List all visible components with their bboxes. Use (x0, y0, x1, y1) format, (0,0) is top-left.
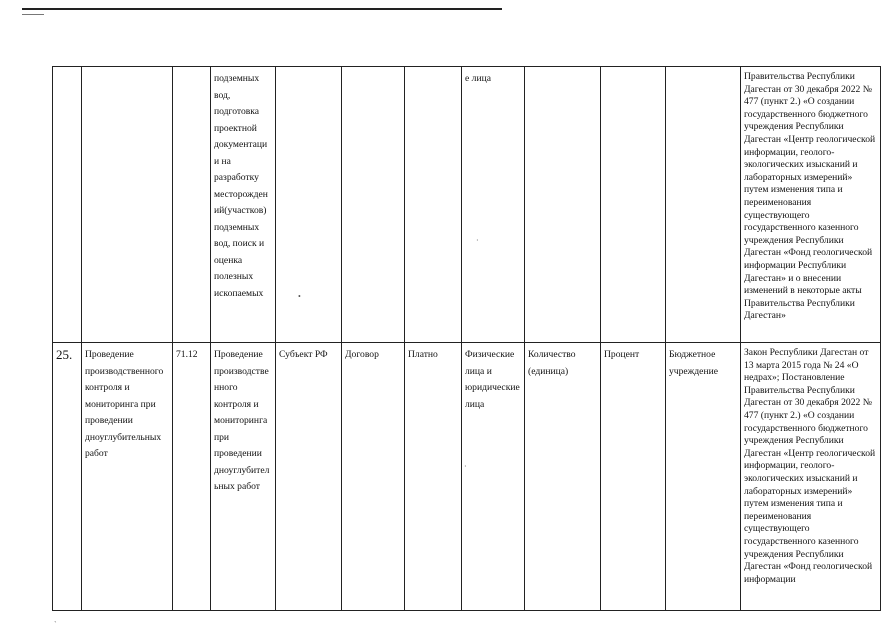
scan-speck: · (464, 462, 467, 471)
service-content: подземных вод, подготовка проектной документации на разработку месторождений(участков) подземных вод, поиск и оценка полезных ископаемых (211, 67, 276, 343)
legal-acts: Закон Республики Дагестан от 13 марта 2015 года № 24 «О недрах»; Постановление Правительства Республики Дагестан от 30 декабря 2022 № 477 (пункт 2.) «О создании государственного бюджетного учреждения Республики Дагестан «Центр геологической информации, геолого-экологических изысканий и лабораторных измерений» путем изменения типа и переименования существующего государственного казенного учреждения Республики Дагестан «Фонд геологической информации (741, 343, 881, 611)
provider-type (666, 67, 741, 343)
table-row (53, 343, 881, 611)
header-rule-short (22, 14, 44, 15)
row-number: 25. (53, 343, 82, 611)
table-row (53, 67, 881, 343)
service-content: Проведение производственного контроля и мониторинга при проведении дноуглубительных работ (211, 343, 276, 611)
scan-speck: • (298, 292, 301, 301)
services-table (52, 66, 881, 611)
okved-code (173, 67, 211, 343)
legal-acts: Правительства Республики Дагестан от 30 декабря 2022 № 477 (пункт 2.) «О создании государственного бюджетного учреждения Республики Дагестан «Центр геологической информации, геолого-экологических изысканий и лабораторных измерений» путем изменения типа и переименования существующего государственного казенного учреждения Республики Дагестан «Фонд геологической информации Республики Дагестан» и о внесении изменений в некоторые акты Правительства Республики Дагестан» (741, 67, 881, 343)
okved-code: 71.12 (173, 343, 211, 611)
service-name (82, 67, 173, 343)
consumers: е лица (462, 67, 525, 343)
basis (342, 67, 405, 343)
volume-indicator: Количество (единица) (525, 343, 601, 611)
consumers: Физические лица и юридические лица (462, 343, 525, 611)
basis: Договор (342, 343, 405, 611)
volume-indicator (525, 67, 601, 343)
scan-speck: ` (54, 620, 57, 629)
scan-speck: · (476, 236, 479, 245)
header-rule (22, 8, 502, 10)
founder (276, 67, 342, 343)
quality-indicator (601, 67, 666, 343)
payment: Платно (405, 343, 462, 611)
row-number (53, 67, 82, 343)
payment (405, 67, 462, 343)
provider-type: Бюджетное учреждение (666, 343, 741, 611)
founder: Субъект РФ (276, 343, 342, 611)
service-name: Проведение производственного контроля и мониторинга при проведении дноуглубительных работ (82, 343, 173, 611)
quality-indicator: Процент (601, 343, 666, 611)
